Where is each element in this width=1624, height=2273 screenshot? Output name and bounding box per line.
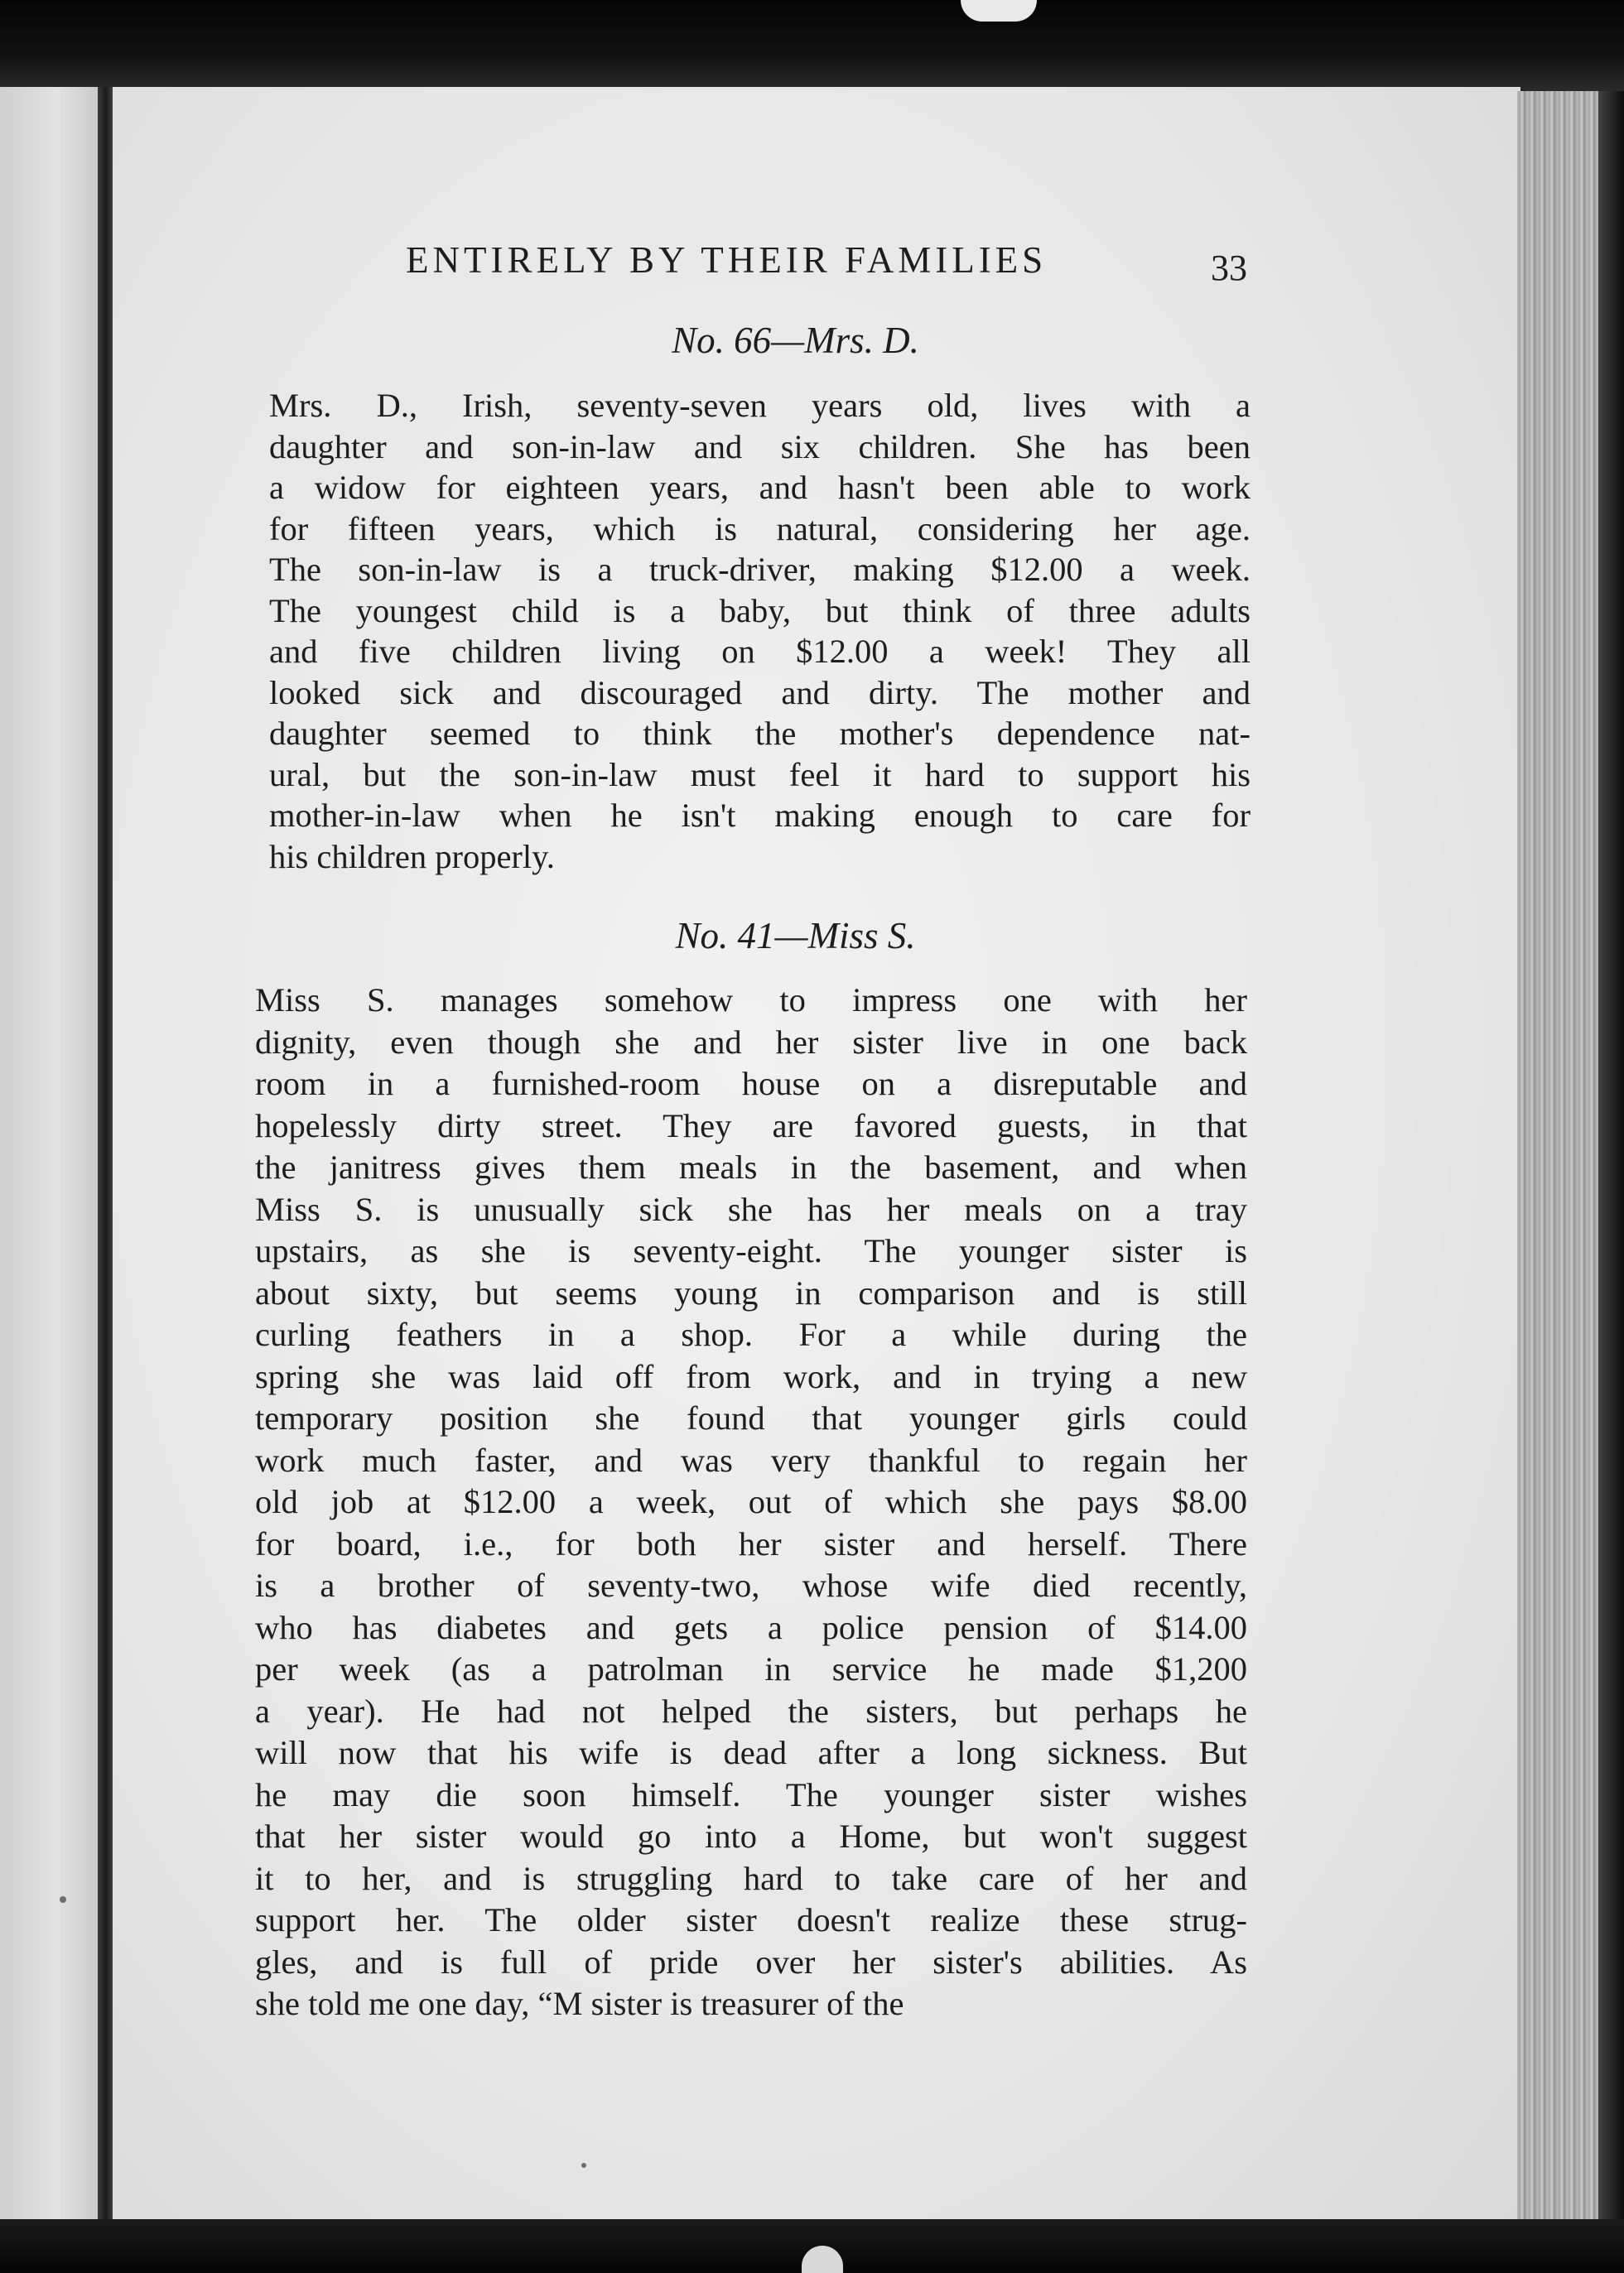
running-head: ENTIRELY BY THEIR FAMILIES [406, 239, 1048, 281]
text-line: daughter seemed to think the mother's dependence nat- [269, 715, 1251, 752]
text-line: The son-in-law is a truck-driver, making $12.00 a week. [269, 551, 1251, 588]
page-stack-shadow [1598, 91, 1624, 2219]
text-line: work much faster, and was very thankful to regain her [255, 1441, 1247, 1479]
text-line: temporary position she found that younger girls could [255, 1399, 1247, 1437]
text-line: she told me one day, “M sister is treasurer of the [255, 1985, 904, 2022]
entry-paragraph [255, 980, 1247, 2025]
text-line: dignity, even though she and her sister live in one back [255, 1023, 1247, 1061]
book-gutter [98, 87, 114, 2219]
text-line: looked sick and discouraged and dirty. The mother and [269, 673, 1251, 711]
entry-title: No. 66—Mrs. D. [672, 320, 919, 361]
text-line: his children properly. [269, 837, 555, 875]
text-line: ural, but the son-in-law must feel it hard to support his [269, 755, 1251, 793]
text-line: curling feathers in a shop. For a while during the [255, 1316, 1247, 1353]
text-line: for fifteen years, which is natural, considering her age. [269, 509, 1251, 547]
text-line: the janitress gives them meals in the basement, and when [255, 1149, 1247, 1186]
scan-artifact-top [961, 0, 1037, 22]
text-line: gles, and is full of pride over her sister's abilities. As [255, 1943, 1247, 1981]
text-line: old job at $12.00 a week, out of which she pays $8.00 [255, 1483, 1247, 1520]
entry-paragraph [269, 385, 1251, 877]
text-line: it to her, and is struggling hard to take care of her and [255, 1859, 1247, 1897]
scan-top-border [0, 0, 1624, 91]
text-line: The youngest child is a baby, but think of three adults [269, 591, 1251, 629]
text-line: that her sister would go into a Home, but won't suggest [255, 1818, 1247, 1855]
facing-page-edge [0, 87, 101, 2219]
text-line: will now that his wife is dead after a long sickness. But [255, 1734, 1247, 1771]
text-line: upstairs, as she is seventy-eight. The younger sister is [255, 1232, 1247, 1269]
text-line: Mrs. D., Irish, seventy-seven years old, lives with a [269, 387, 1251, 424]
text-line: hopelessly dirty street. They are favored guests, in that [255, 1106, 1247, 1144]
text-line: Miss S. manages somehow to impress one with her [255, 981, 1247, 1019]
dust-speck [60, 1896, 66, 1903]
text-line: spring she was laid off from work, and in trying a new [255, 1357, 1247, 1395]
page-number: 33 [1211, 248, 1247, 288]
text-line: mother-in-law when he isn't making enough to care for [269, 797, 1251, 834]
entry-title: No. 41—Miss S. [675, 915, 916, 956]
text-line: daughter and son-in-law and six children. She has been [269, 427, 1251, 465]
text-line: a year). He had not helped the sisters, but perhaps he [255, 1692, 1247, 1730]
dust-speck [581, 2163, 586, 2168]
text-line: support her. The older sister doesn't realize these strug- [255, 1901, 1247, 1938]
text-line: and five children living on $12.00 a week! They all [269, 633, 1251, 670]
text-line: Miss S. is unusually sick she has her meals on a tray [255, 1190, 1247, 1228]
page-stack-edges [1517, 91, 1608, 2219]
text-line: who has diabetes and gets a police pension of $14.00 [255, 1608, 1247, 1646]
text-line: a widow for eighteen years, and hasn't been able to work [269, 469, 1251, 506]
text-line: about sixty, but seems young in comparison and is still [255, 1274, 1247, 1312]
text-line: is a brother of seventy-two, whose wife died recently, [255, 1567, 1247, 1604]
text-line: room in a furnished-room house on a disreputable and [255, 1065, 1247, 1102]
text-line: per week (as a patrolman in service he made $1,200 [255, 1650, 1247, 1688]
text-line: for board, i.e., for both her sister and herself. There [255, 1524, 1247, 1563]
text-line: he may die soon himself. The younger sister wishes [255, 1775, 1247, 1813]
